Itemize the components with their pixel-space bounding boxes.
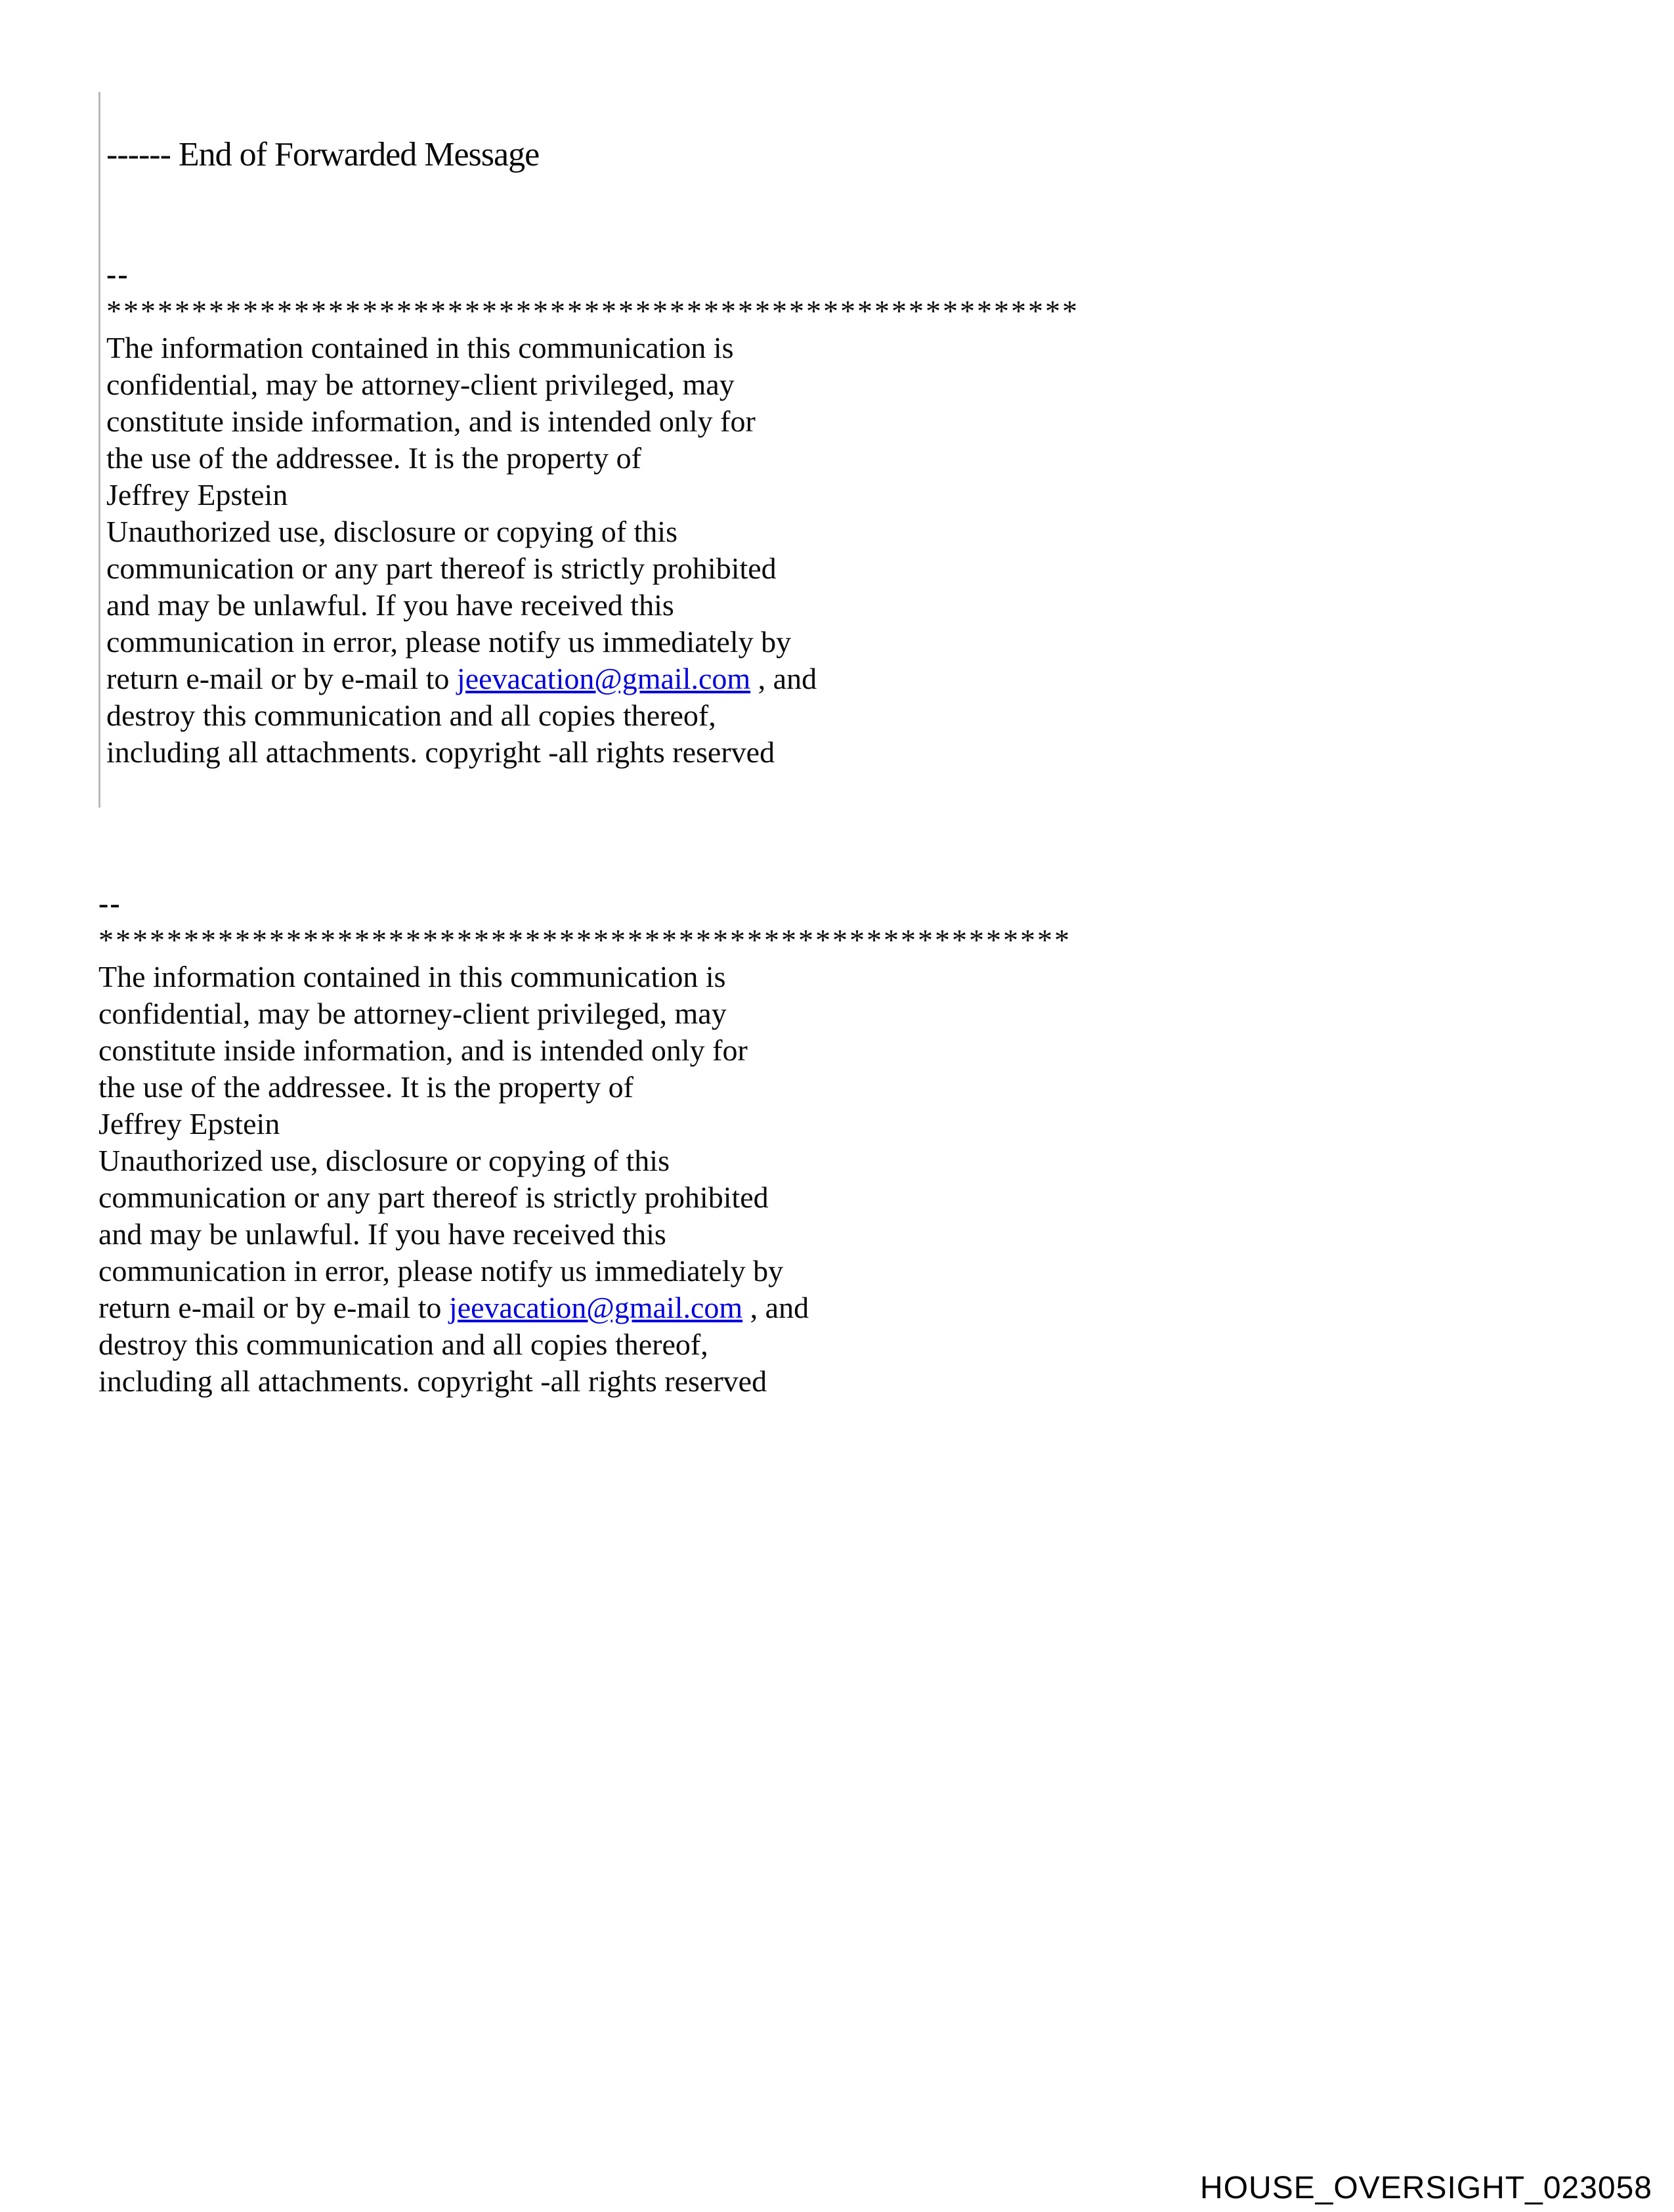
asterisk-divider: ********************************************************* [106,294,1079,328]
disclaimer-line: constitute inside information, and is intended only for [106,404,756,438]
disclaimer-line: constitute inside information, and is intended only for [98,1033,748,1067]
disclaimer-line: Unauthorized use, disclosure or copying of this [98,1144,670,1177]
email-line-prefix: return e-mail or by e-mail to [106,662,457,695]
disclaimer-line: The information contained in this communication is [106,331,734,364]
disclaimer-line: Jeffrey Epstein [106,478,288,511]
disclaimer-line: including all attachments. copyright -all rights reserved [98,1364,767,1398]
end-of-forwarded-message: ------ End of Forwarded Message [106,136,540,173]
quoted-forward-block [98,92,1123,808]
email-link[interactable]: jeevacation@gmail.com [448,1291,743,1324]
disclaimer-line: The information contained in this communication is [98,960,726,993]
disclaimer-line: and may be unlawful. If you have received this [98,1217,666,1251]
disclaimer-line: Jeffrey Epstein [98,1107,280,1140]
disclaimer-line: communication or any part thereof is strictly prohibited [98,1181,769,1214]
disclaimer-email-line [106,661,1123,697]
disclaimer-line: destroy this communication and all copies thereof, [106,699,716,732]
blank-space [106,173,1123,256]
signature-separator: -- [98,886,121,920]
disclaimer-email-line [98,1290,1149,1326]
disclaimer-line: including all attachments. copyright -all rights reserved [106,735,775,769]
email-link[interactable]: jeevacation@gmail.com [456,662,751,695]
email-line-prefix: return e-mail or by e-mail to [98,1291,449,1324]
email-line-suffix: , and [750,662,817,695]
signature-disclaimer-block [98,885,1149,1400]
bates-number: HOUSE_OVERSIGHT_023058 [1200,2171,1652,2205]
disclaimer-line: confidential, may be attorney-client privileged, may [98,997,727,1030]
disclaimer-line: destroy this communication and all copies thereof, [98,1328,708,1361]
disclaimer-line: and may be unlawful. If you have received this [106,588,674,622]
disclaimer-line: communication in error, please notify us immediately by [106,625,792,659]
disclaimer-line: Unauthorized use, disclosure or copying of this [106,515,677,548]
asterisk-divider: ********************************************************* [98,923,1071,957]
email-line-suffix: , and [742,1291,809,1324]
signature-separator: -- [106,257,129,291]
disclaimer-line: confidential, may be attorney-client privileged, may [106,368,735,401]
disclaimer-line: communication in error, please notify us immediately by [98,1254,784,1288]
disclaimer-line: the use of the addressee. It is the property of [98,1070,633,1104]
disclaimer-line: communication or any part thereof is strictly prohibited [106,552,777,585]
disclaimer-line: the use of the addressee. It is the property of [106,441,641,475]
